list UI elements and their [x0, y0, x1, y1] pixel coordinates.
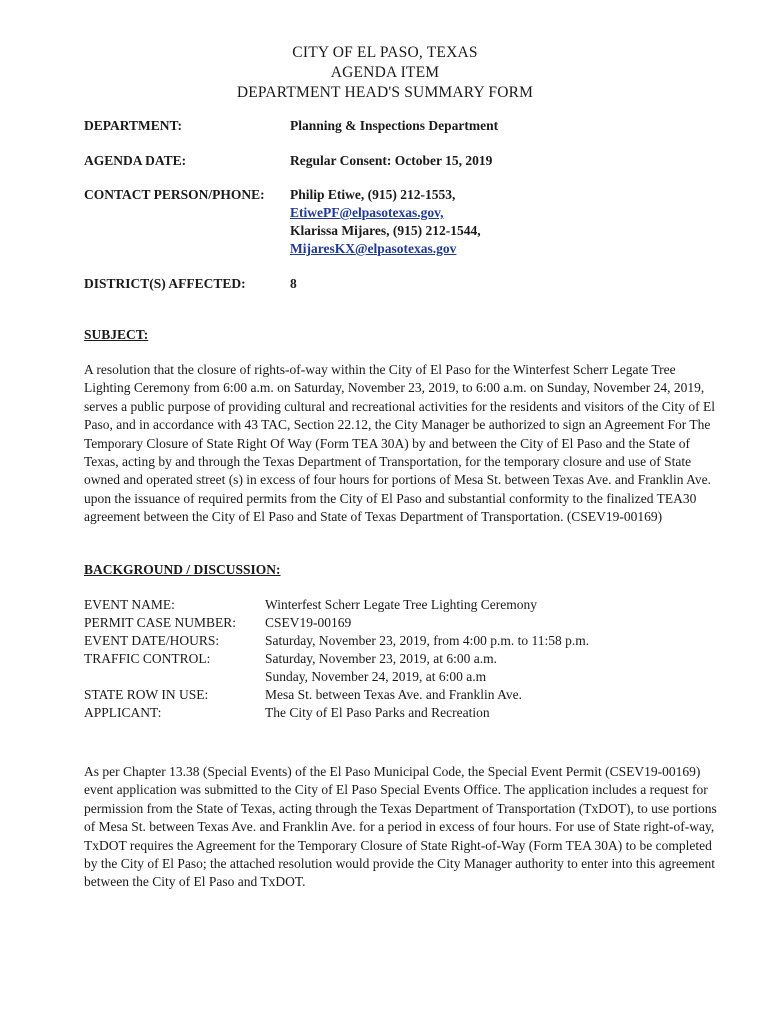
- traffic-label: TRAFFIC CONTROL:: [84, 651, 211, 666]
- agenda-date-label: AGENDA DATE:: [84, 153, 187, 168]
- row-in-use-label: STATE ROW IN USE:: [84, 687, 209, 702]
- subject-heading: SUBJECT:: [84, 327, 149, 342]
- traffic-value-2: Sunday, November 24, 2019, at 6:00 a.m: [265, 669, 487, 684]
- contact-1-email-link[interactable]: EtiwePF@elpasotexas.gov,: [290, 205, 444, 220]
- row-in-use-row: [84, 687, 724, 705]
- department-label: DEPARTMENT:: [84, 118, 183, 133]
- permit-label: PERMIT CASE NUMBER:: [84, 615, 237, 630]
- traffic-value-1: Saturday, November 23, 2019, at 6:00 a.m.: [265, 651, 497, 666]
- department-value: Planning & Inspections Department: [290, 118, 499, 133]
- contact-2: Klarissa Mijares, (915) 212-1544,: [290, 223, 481, 238]
- contact-1: Philip Etiwe, (915) 212-1553,: [290, 187, 456, 202]
- event-name-label: EVENT NAME:: [84, 597, 175, 612]
- permit-value: CSEV19-00169: [265, 615, 352, 630]
- applicant-row: [84, 705, 724, 723]
- row-in-use-value: Mesa St. between Texas Ave. and Franklin Ave.: [265, 687, 523, 702]
- district-value: 8: [290, 276, 297, 291]
- applicant-label: APPLICANT:: [84, 705, 162, 720]
- event-date-label: EVENT DATE/HOURS:: [84, 633, 220, 648]
- permit-row: [84, 615, 724, 633]
- background-heading: BACKGROUND / DISCUSSION:: [84, 562, 281, 577]
- contact-2-email-link[interactable]: MijaresKX@elpasotexas.gov: [290, 241, 457, 256]
- subject-paragraph: A resolution that the closure of rights-of-way within the City of El Paso for the Winterfest Scherr Legate Tree Lighting Ceremony from 6:00 a.m. on Saturday, November 23, 2019, to 6:00 a.m. on Sunday, November 24, 2019, serves a public purpose of providing cultural and recreational activities for the residents and visitors of the City of El Paso, and in accordance with 43 TAC, Section 22.12, the City Manager be authorized to sign an Agreement For The Temporary Closure of State Right Of Way (Form TEA 30A) by and between the City of El Paso and the State of Texas, acting by and through the Texas Department of Transportation, for the temporary closure and use of State owned and operated street (s) in excess of four hours for portions of Mesa St. between Texas Ave. and Franklin Ave. upon the issuance of required permits from the City of El Paso and substantial conformity to the finalized TEA30 agreement between the City of El Paso and State of Texas Department of Transportation. (CSEV19-00169): [84, 362, 715, 525]
- agenda-date-value: Regular Consent: October 15, 2019: [290, 153, 493, 168]
- event-name-value: Winterfest Scherr Legate Tree Lighting Ceremony: [265, 597, 538, 612]
- header-city: CITY OF EL PASO, TEXAS: [292, 44, 478, 61]
- background-paragraph: As per Chapter 13.38 (Special Events) of the El Paso Municipal Code, the Special Event Permit (CSEV19-00169) event application was submitted to the City of El Paso Special Events Office. The application includes a request for permission from the State of Texas, acting through the Texas Department of Transportation (TxDOT), to use portions of Mesa St. between Texas Ave. and Franklin Ave. for a period in excess of four hours. For use of State right-of-way, TxDOT requires the Agreement for the Temporary Closure of State Right-of-Way (Form TEA 30A) to be completed by the City of El Paso; the attached resolution would provide the City Manager authority to enter into this agreement between the City of El Paso and TxDOT.: [84, 764, 717, 890]
- applicant-value: The City of El Paso Parks and Recreation: [265, 705, 490, 720]
- district-label: DISTRICT(S) AFFECTED:: [84, 276, 246, 291]
- contact-label: CONTACT PERSON/PHONE:: [84, 187, 265, 202]
- traffic-row: [84, 651, 724, 669]
- event-date-row: [84, 633, 724, 651]
- header-agenda-item: AGENDA ITEM: [330, 64, 440, 81]
- event-name-row: [84, 597, 724, 615]
- event-date-value: Saturday, November 23, 2019, from 4:00 p.m. to 11:58 p.m.: [265, 633, 590, 648]
- traffic-row-2: [84, 669, 724, 687]
- header-form-title: DEPARTMENT HEAD'S SUMMARY FORM: [236, 84, 534, 101]
